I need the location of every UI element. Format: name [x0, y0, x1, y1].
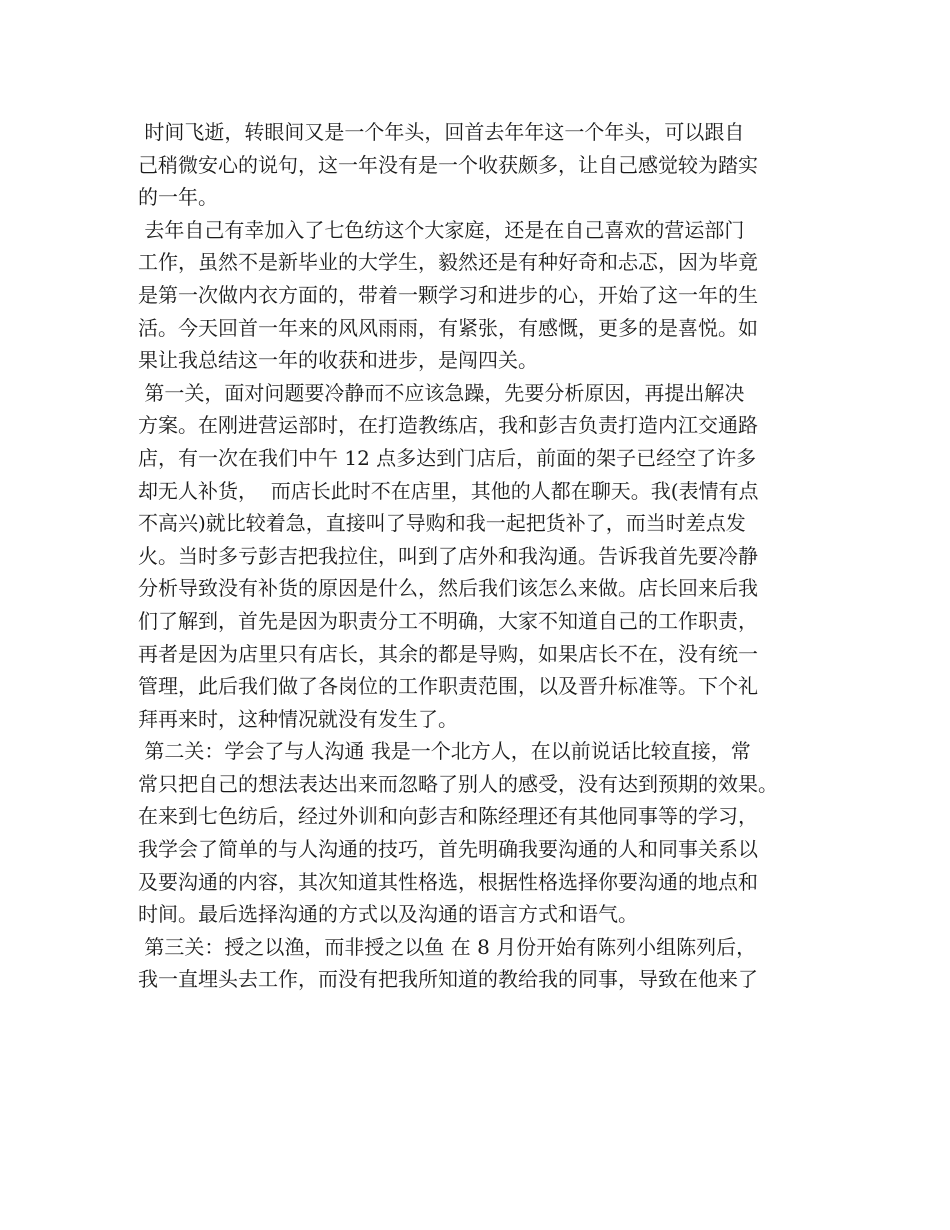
text-line: 果让我总结这一年的收获和进步，是闯四关。: [138, 348, 538, 373]
text-line: 工作，虽然不是新毕业的大学生，毅然还是有种好奇和忐忑，因为毕竟: [138, 250, 758, 275]
text-line: 活。今天回首一年来的风风雨雨，有紧张，有感慨，更多的是喜悦。如: [138, 315, 758, 340]
text-line: 第三关：授之以渔，而非授之以鱼 在 8 月份开始有陈列小组陈列后，: [138, 934, 757, 959]
text-line: 不高兴)就比较着急，直接叫了导购和我一起把货补了，而当时差点发: [138, 511, 746, 536]
text-line: 己稍微安心的说句，这一年没有是一个收获颇多，让自己感觉较为踏实: [138, 152, 758, 177]
text-line: 时间。最后选择沟通的方式以及沟通的语言方式和语气。: [138, 902, 638, 927]
text-line: 第二关：学会了与人沟通 我是一个北方人，在以前说话比较直接，常: [138, 739, 751, 764]
text-line: 方案。在刚进营运部时，在打造教练店，我和彭吉负责打造内江交通路: [138, 413, 758, 438]
text-line: 常只把自己的想法表达出来而忽略了别人的感受，没有达到预期的效果。: [138, 771, 778, 796]
text-line: 再者是因为店里只有店长，其余的都是导购，如果店长不在，没有统一: [138, 641, 758, 666]
text-line: 是第一次做内衣方面的，带着一颗学习和进步的心，开始了这一年的生: [138, 282, 758, 307]
text-line: 第一关，面对问题要冷静而不应该急躁，先要分析原因，再提出解决: [138, 380, 745, 405]
text-line: 在来到七色纺后，经过外训和向彭吉和陈经理还有其他同事等的学习，: [138, 804, 758, 829]
text-line: 拜再来时，这种情况就没有发生了。: [138, 706, 458, 731]
text-line: 却无人补货， 而店长此时不在店里，其他的人都在聊天。我(表情有点: [138, 478, 759, 503]
text-line: 去年自己有幸加入了七色纺这个大家庭，还是在自己喜欢的营运部门: [138, 217, 745, 242]
text-line: 我一直埋头去工作，而没有把我所知道的教给我的同事，导致在他来了: [138, 967, 758, 992]
text-line: 店，有一次在我们中午 12 点多达到门店后，前面的架子已经空了许多: [138, 445, 757, 470]
text-line: 时间飞逝，转眼间又是一个年头，回首去年年这一个年头，可以跟自: [138, 120, 745, 144]
text-line: 的一年。: [138, 185, 218, 210]
text-line: 及要沟通的内容，其次知道其性格选，根据性格选择你要沟通的地点和: [138, 869, 758, 894]
text-line: 火。当时多亏彭吉把我拉住，叫到了店外和我沟通。告诉我首先要冷静: [138, 543, 758, 568]
text-line: 我学会了简单的与人沟通的技巧，首先明确我要沟通的人和同事关系以: [138, 837, 758, 862]
text-line: 们了解到，首先是因为职责分工不明确，大家不知道自己的工作职责，: [138, 608, 758, 633]
text-line: 管理，此后我们做了各岗位的工作职责范围，以及晋升标准等。下个礼: [138, 674, 758, 699]
text-line: 分析导致没有补货的原因是什么，然后我们该怎么来做。店长回来后我: [138, 576, 758, 601]
document-body: [138, 116, 828, 996]
